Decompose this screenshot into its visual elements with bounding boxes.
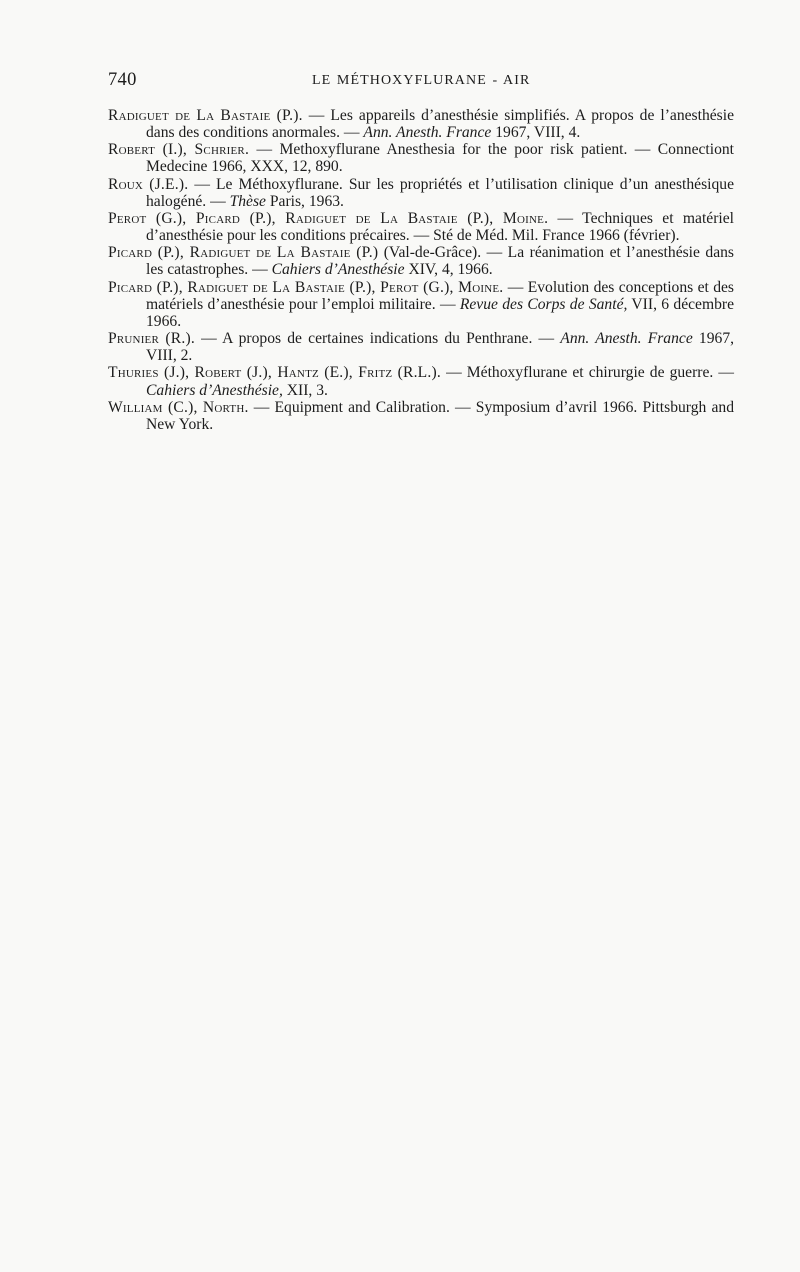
reference-entry — [108, 141, 734, 175]
reference-author: Prunier (R.). — [108, 330, 195, 348]
reference-text: — Le Méthoxyflurane. Sur les propriétés et l’utilisation clinique d’un anesthésique halogéné. — — [146, 175, 734, 210]
page-number: 740 — [108, 70, 137, 90]
reference-entry — [108, 176, 734, 210]
reference-text: — Equipment and Calibration. — Symposium d’avril 1966. Pittsburgh and New York. — [146, 398, 734, 433]
reference-citation: XIV, 4, 1966. — [404, 261, 493, 279]
reference-list — [108, 107, 734, 433]
reference-citation: VII, 6 décembre 1966. — [146, 295, 734, 330]
reference-citation: Paris, 1963. — [265, 192, 344, 210]
reference-entry — [108, 244, 734, 278]
reference-entry — [108, 279, 734, 330]
reference-author: Perot (G.), Picard (P.), Radiguet de La Bastaie (P.), Moine. — [108, 209, 549, 227]
reference-author: Roux (J.E.). — [108, 175, 189, 193]
reference-entry — [108, 107, 734, 141]
reference-text: — Les appareils d’anesthésie simplifiés. A propos de l’anesthésie dans des conditions anormales. — — [146, 107, 734, 142]
reference-journal: Cahiers d’Anesthésie — [271, 261, 405, 279]
reference-text: — Evolution des conceptions et des matériels d’anesthésie pour l’emploi militaire. — — [146, 278, 734, 313]
reference-entry — [108, 399, 734, 433]
reference-author: Radiguet de La Bastaie (P.). — [108, 107, 303, 124]
reference-text: — A propos de certaines indications du Penthrane. — — [194, 330, 561, 348]
reference-journal: Thèse — [229, 192, 266, 210]
reference-author: William (C.), North. — [108, 398, 249, 416]
reference-citation: XII, 3. — [282, 381, 328, 399]
reference-author: Picard (P.), Radiguet de La Bastaie (P.) — [108, 244, 379, 262]
reference-entry — [108, 210, 734, 244]
reference-text: — Techniques et matériel d’anesthésie pour les conditions précaires. — Sté de Méd. Mil. France 1966 (février). — [146, 209, 734, 245]
reference-journal: Ann. Anesth. France — [363, 124, 492, 142]
reference-author: Robert (I.), Schrier. — [108, 141, 250, 159]
reference-citation: 1967, VIII, 4. — [491, 124, 581, 142]
reference-journal: Cahiers d’Anesthésie, — [146, 381, 283, 399]
reference-entry — [108, 364, 734, 398]
reference-entry — [108, 330, 734, 364]
reference-journal: Ann. Anesth. France — [560, 330, 693, 348]
reference-author: Picard (P.), Radiguet de La Bastaie (P.), Perot (G.), Moine. — [108, 278, 504, 296]
reference-citation: 1967, VIII, 2. — [146, 330, 735, 365]
reference-journal: Revue des Corps de Santé, — [459, 295, 628, 313]
reference-text: (Val-de-Grâce). — La réanimation et l’anesthésie dans les catastrophes. — — [146, 244, 735, 279]
running-title: LE MÉTHOXYFLURANE - AIR — [312, 73, 531, 88]
reference-text: — Méthoxyflurane et chirurgie de guerre. — — [441, 364, 734, 382]
reference-text: — Methoxyflurane Anesthesia for the poor risk patient. — Connectiont Medecine 1966, XXX, 12, 890. — [146, 141, 734, 176]
reference-author: Thuries (J.), Robert (J.), Hantz (E.), Fritz (R.L.). — [108, 364, 442, 382]
page-header — [108, 70, 734, 94]
